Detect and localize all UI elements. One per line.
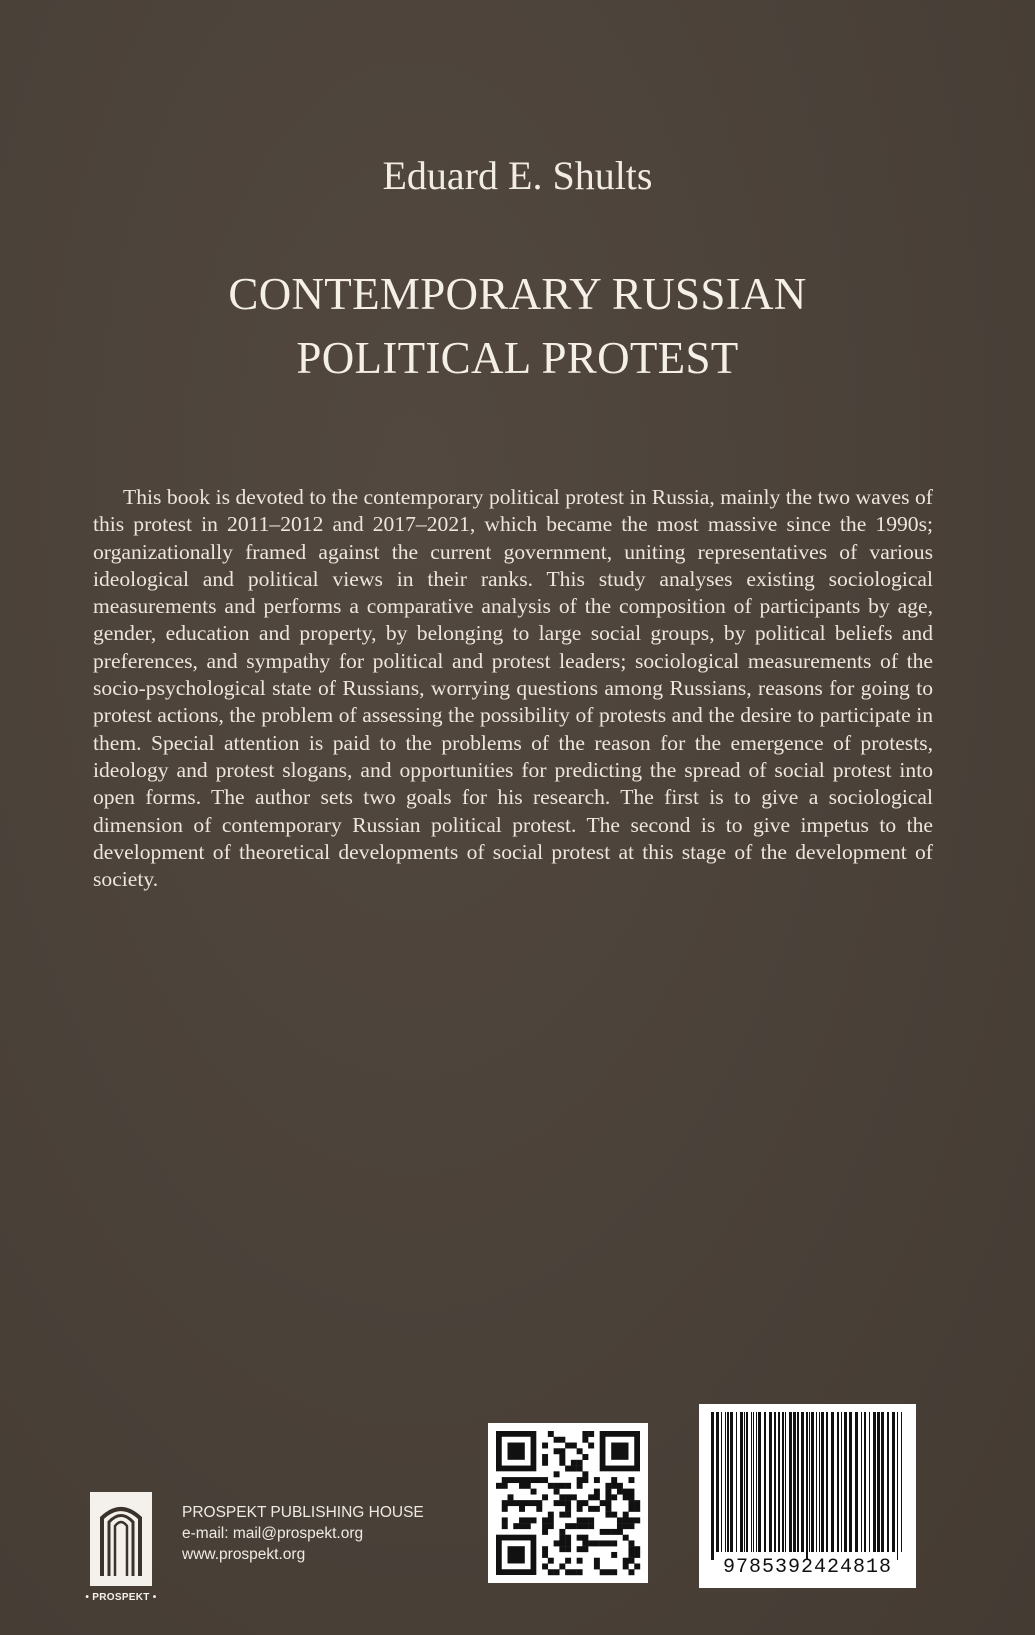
book-description: This book is devoted to the contemporary political protest in Russia, mainly the two waves of this protest in 2011–2012 and 2017–2021, which became the most massive since the 1990s; organizationally framed against the current government, uniting representatives of various ideological and political views in their ranks. This study analyses existing sociological measurements and performs a comparative analysis of the composition of participants by age, gender, education and property, by belonging to large social groups, by political beliefs and preferences, and sympathy for political and protest leaders; sociological measurements of the socio-psychological state of Russians, worrying questions among Russians, reasons for going to protest actions, the problem of assessing the possibility of protests and the desire to participate in them. Special attention is paid to the problems of the reason for the emergence of protests, ideology and protest slogans, and opportunities for predicting the spread of social protest into open forms. The author sets two goals for his research. The first is to give a sociological dimension of contemporary Russian political protest. The second is to give impetus to the development of theoretical developments of social protest at this stage of the development of society.: [93, 485, 933, 892]
logo-arch-graphic: [100, 1504, 142, 1576]
publisher-name: PROSPEKT PUBLISHING HOUSE: [182, 1504, 424, 1521]
book-title: [0, 262, 1035, 390]
publisher-website: www.prospekt.org: [182, 1546, 306, 1563]
publisher-logo-icon: [83, 1492, 159, 1608]
qr-code-graphic: [488, 1423, 648, 1583]
book-title-line-2: POLITICAL PROTEST: [296, 333, 739, 383]
barcode-icon: [699, 1404, 916, 1588]
book-title-line-1: CONTEMPORARY RUSSIAN: [228, 269, 807, 319]
isbn-digits: 9785392424818: [722, 1556, 893, 1579]
logo-box: [90, 1492, 152, 1586]
publisher-logo-word: • PROSPEKT •: [85, 1592, 157, 1603]
publisher-email: e-mail: mail@prospekt.org: [182, 1525, 364, 1542]
publisher-info: [182, 1502, 424, 1565]
qr-code-icon: [488, 1423, 648, 1583]
author-name: Eduard E. Shults: [382, 153, 653, 198]
